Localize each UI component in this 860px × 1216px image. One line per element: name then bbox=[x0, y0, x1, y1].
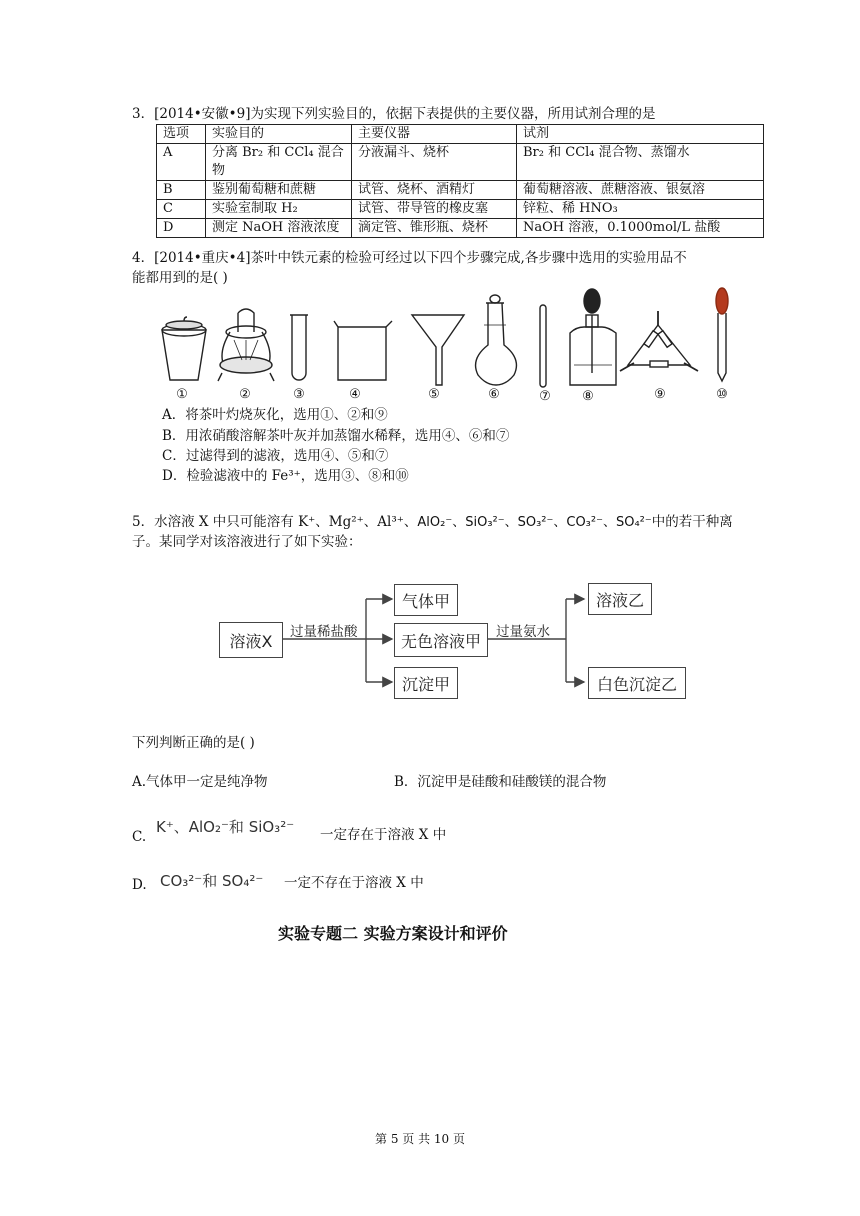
q3-table bbox=[156, 124, 764, 238]
table-header: 选项 bbox=[157, 125, 206, 144]
flow-node-precipitate: 沉淀甲 bbox=[394, 667, 458, 699]
q5-option-a: A.气体甲一定是纯净物 bbox=[132, 774, 268, 790]
table-cell: B bbox=[157, 181, 206, 200]
apparatus-label: ④ bbox=[349, 387, 361, 402]
apparatus-label: ⑨ bbox=[654, 387, 666, 402]
dropper-bottle-icon bbox=[570, 289, 616, 385]
q5-option-c-label: C. bbox=[132, 829, 147, 845]
page-footer: 第 5 页 共 10 页 bbox=[375, 1132, 465, 1146]
table-cell: C bbox=[157, 200, 206, 219]
section-heading: 实验专题二 实验方案设计和评价 bbox=[278, 924, 508, 943]
table-cell: 试管、带导管的橡皮塞 bbox=[352, 200, 517, 219]
flow-node-gas: 气体甲 bbox=[394, 584, 458, 616]
table-cell: 锌粒、稀 HNO₃ bbox=[517, 200, 764, 219]
q5-option-d-label: D. bbox=[132, 877, 147, 893]
test-tube-icon bbox=[290, 315, 308, 380]
table-cell: 滴定管、锥形瓶、烧杯 bbox=[352, 219, 517, 238]
table-cell: NaOH 溶液，0.1000mol/L 盐酸 bbox=[517, 219, 764, 238]
apparatus-label: ⑥ bbox=[488, 387, 500, 402]
crucible-tripod-icon bbox=[218, 309, 274, 381]
table-row bbox=[157, 181, 764, 200]
q4-option-d: D．检验滤液中的 Fe³⁺，选用③、⑧和⑩ bbox=[162, 468, 409, 484]
table-cell: 分液漏斗、烧杯 bbox=[352, 144, 517, 181]
clay-triangle-icon bbox=[620, 311, 698, 371]
apparatus-label: ⑧ bbox=[582, 389, 594, 404]
q3-stem: 3．[2014•安徽•9]为实现下列实验目的，依据下表提供的主要仪器，所用试剂合理的是 bbox=[132, 106, 656, 122]
table-row bbox=[157, 200, 764, 219]
table-row bbox=[157, 144, 764, 181]
dropper-icon bbox=[716, 288, 728, 381]
table-header-row bbox=[157, 125, 764, 144]
glass-rod-icon bbox=[540, 305, 546, 387]
flow-node-solution: 无色溶液甲 bbox=[394, 623, 488, 657]
q5-option-d-text: 一定不存在于溶液 X 中 bbox=[284, 875, 424, 891]
table-cell: 分离 Br₂ 和 CCl₄ 混合物 bbox=[206, 144, 352, 181]
apparatus-label: ② bbox=[239, 387, 251, 402]
q5-ion-list: AlO₂⁻、SiO₃²⁻、SO₃²⁻、CO₃²⁻、SO₄²⁻ bbox=[417, 515, 652, 530]
q5-stem-line1 bbox=[132, 513, 733, 532]
q4-stem-line2: 能都用到的是( ) bbox=[132, 270, 228, 286]
table-header: 主要仪器 bbox=[352, 125, 517, 144]
table-cell: 测定 NaOH 溶液浓度 bbox=[206, 219, 352, 238]
q5-stem-part: 中的若干种离 bbox=[651, 514, 733, 530]
table-row bbox=[157, 219, 764, 238]
table-header: 实验目的 bbox=[206, 125, 352, 144]
beaker-icon bbox=[334, 321, 392, 380]
q5-option-b: B．沉淀甲是硅酸和硅酸镁的混合物 bbox=[394, 774, 607, 790]
apparatus-label: ⑦ bbox=[539, 389, 551, 404]
apparatus-label: ① bbox=[176, 387, 188, 402]
apparatus-label: ⑩ bbox=[716, 387, 728, 402]
table-cell: 实验室制取 H₂ bbox=[206, 200, 352, 219]
volumetric-flask-icon bbox=[476, 295, 517, 385]
table-cell: D bbox=[157, 219, 206, 238]
table-cell: 试管、烧杯、酒精灯 bbox=[352, 181, 517, 200]
q4-option-b: B．用浓硝酸溶解茶叶灰并加蒸馏水稀释，选用④、⑥和⑦ bbox=[162, 428, 510, 444]
table-cell: A bbox=[157, 144, 206, 181]
apparatus-label: ③ bbox=[293, 387, 305, 402]
table-cell: 鉴别葡萄糖和蔗糖 bbox=[206, 181, 352, 200]
crucible-icon bbox=[162, 317, 206, 380]
q5-option-d-formula: CO₃²⁻和 SO₄²⁻ bbox=[160, 872, 264, 890]
q5-option-c-formula: K⁺、AlO₂⁻和 SiO₃²⁻ bbox=[156, 818, 295, 836]
table-header: 试剂 bbox=[517, 125, 764, 144]
q5-option-c-text: 一定存在于溶液 X 中 bbox=[320, 827, 447, 843]
q4-stem-line1: 4．[2014•重庆•4]茶叶中铁元素的检验可经过以下四个步骤完成,各步骤中选用的实验用品不 bbox=[132, 250, 687, 266]
q5-question: 下列判断正确的是( ) bbox=[132, 735, 255, 751]
q5-stem-line2: 子。某同学对该溶液进行了如下实验： bbox=[132, 534, 362, 550]
q4-option-a: A．将茶叶灼烧灰化，选用①、②和⑨ bbox=[162, 407, 388, 423]
flow-node-start: 溶液X bbox=[219, 622, 283, 658]
q4-option-c: C．过滤得到的滤液，选用④、⑤和⑦ bbox=[162, 448, 389, 464]
flow-node-precipitate-2: 白色沉淀乙 bbox=[588, 667, 686, 699]
apparatus-label: ⑤ bbox=[428, 387, 440, 402]
flow-reagent-1: 过量稀盐酸 bbox=[290, 624, 358, 640]
q5-stem-part: 5．水溶液 X 中只可能溶有 K⁺、Mg²⁺、Al³⁺、 bbox=[132, 514, 418, 530]
table-cell: Br₂ 和 CCl₄ 混合物、蒸馏水 bbox=[517, 144, 764, 181]
flow-node-solution-2: 溶液乙 bbox=[588, 583, 652, 615]
flow-reagent-2: 过量氨水 bbox=[496, 624, 550, 640]
funnel-icon bbox=[412, 315, 464, 385]
table-cell: 葡萄糖溶液、蔗糖溶液、银氨溶 bbox=[517, 181, 764, 200]
